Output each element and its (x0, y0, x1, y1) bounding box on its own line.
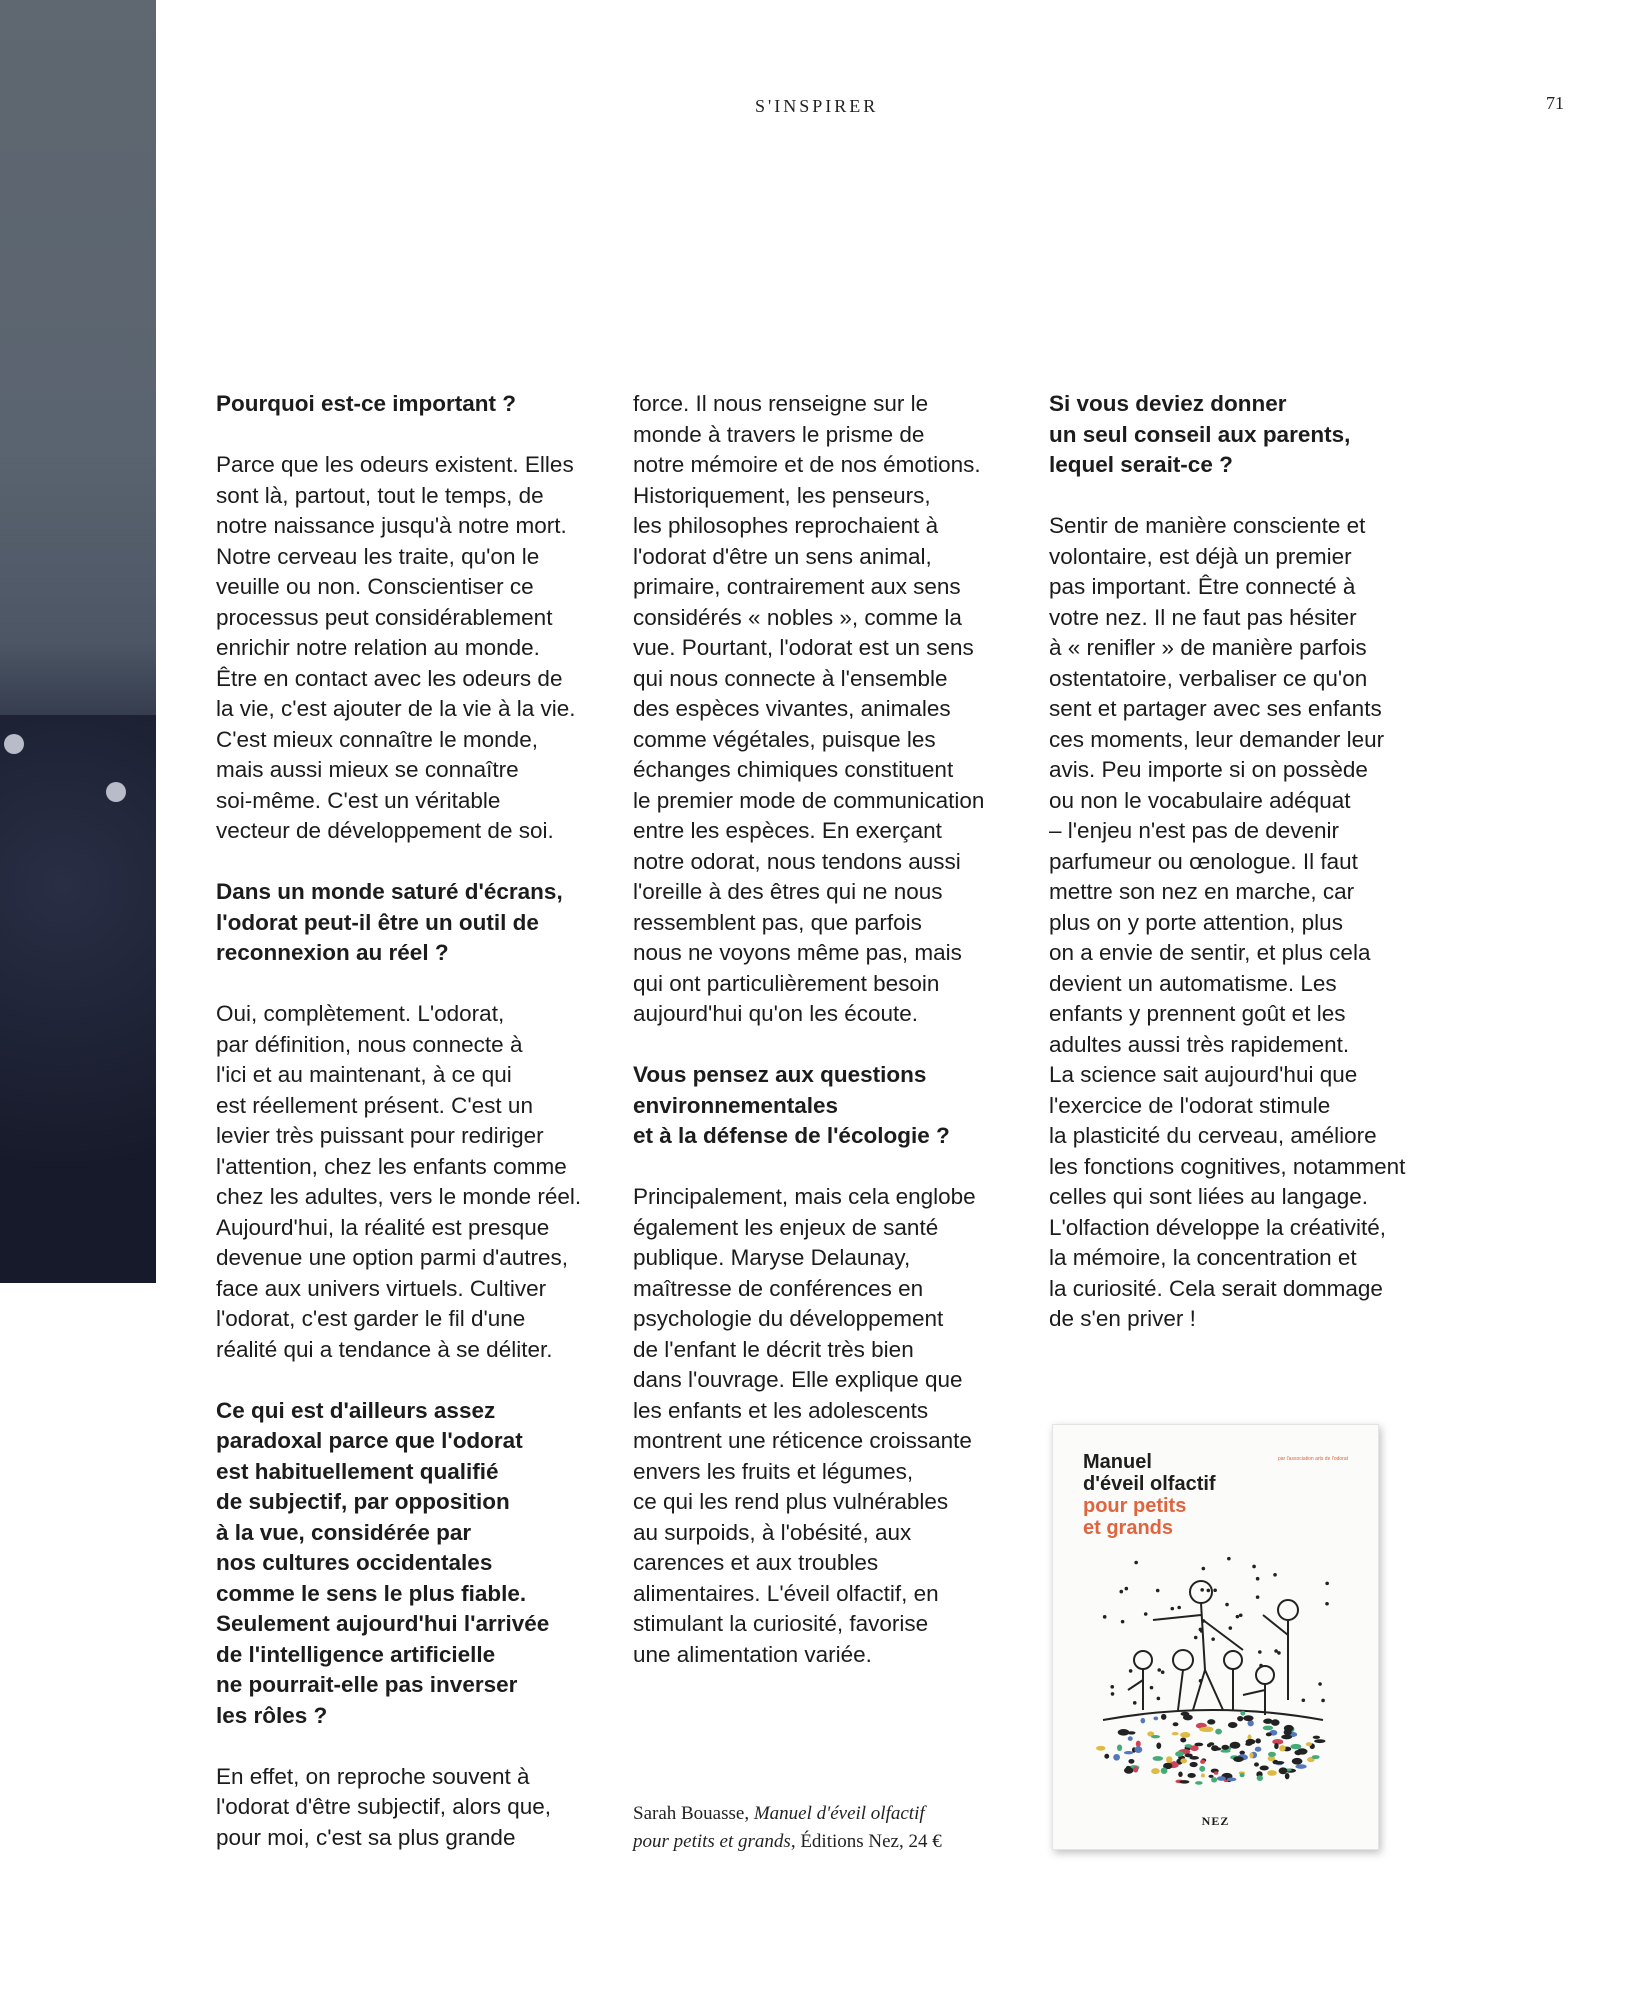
text-line: carences et aux troubles (633, 1550, 879, 1575)
illustration-dot (1228, 1626, 1232, 1630)
text-line: paradoxal parce que l'odorat (216, 1428, 523, 1453)
paragraph-gap (216, 1365, 636, 1396)
paragraph-gap (633, 1152, 1053, 1183)
text-line: montrent une réticence croissante (633, 1428, 972, 1453)
illustration-dot (1274, 1649, 1278, 1653)
illustration-object (1104, 1754, 1109, 1759)
text-line: Sentir de manière consciente et (1049, 513, 1366, 538)
text-line: psychologie du développement (633, 1306, 944, 1331)
text-line: pas important. Être connecté à (1049, 574, 1356, 599)
text-line: enrichir notre relation au monde. (216, 635, 540, 660)
text-line: une alimentation variée. (633, 1641, 872, 1667)
illustration-object (1140, 1718, 1145, 1724)
text-line: celles qui sont liées au langage. (1049, 1184, 1368, 1209)
illustration-object (1274, 1743, 1278, 1749)
text-line: face aux univers virtuels. Cultiver (216, 1275, 547, 1301)
illustration-object (1172, 1732, 1179, 1735)
illustration-object (1156, 1742, 1161, 1748)
text-line: des espèces vivantes, animales (633, 696, 951, 721)
illustration-dot (1157, 1697, 1161, 1701)
illustration-object (1180, 1758, 1187, 1763)
text-line: Seulement aujourd'hui l'arrivée (216, 1611, 550, 1636)
illustration-object (1274, 1761, 1284, 1764)
text-line: réalité qui a tendance à se déliter. (216, 1336, 553, 1362)
illustration-dot (1239, 1613, 1243, 1617)
illustration-dot (1177, 1606, 1181, 1610)
text-line: l'odorat peut-il être un outil de (216, 909, 539, 935)
text-line: maîtresse de conférences en (633, 1275, 924, 1301)
text-line: C'est mieux connaître le monde, (216, 726, 538, 752)
illustration-object (1134, 1746, 1142, 1753)
illustration-object (1153, 1716, 1158, 1720)
illustration-object (1266, 1732, 1272, 1736)
text-line: mettre son nez en marche, car (1049, 879, 1355, 904)
paragraph-gap (216, 969, 636, 1000)
illustration-object (1240, 1773, 1245, 1777)
illustration-object (1214, 1771, 1219, 1774)
paragraph-gap (1049, 481, 1469, 512)
text-line: primaire, contrairement aux sens (633, 574, 961, 599)
illustration-object (1211, 1777, 1217, 1782)
text-line: ostentatoire, verbaliser ce qu'on (1049, 665, 1368, 691)
illustration-dot (1119, 1590, 1123, 1594)
illustration-object (1243, 1715, 1253, 1721)
answer-paragraph (216, 999, 636, 1365)
text-line: la mémoire, la concentration et (1049, 1245, 1357, 1270)
illustration-object (1207, 1719, 1215, 1724)
illustration-object (1175, 1751, 1184, 1757)
illustration-object (1254, 1762, 1259, 1766)
text-line: publique. Maryse Delaunay, (633, 1245, 911, 1270)
portrait-photo-edge (0, 0, 156, 1283)
illustration-object (1161, 1768, 1168, 1774)
illustration-dot (1273, 1573, 1277, 1577)
illustration-object (1195, 1781, 1203, 1785)
paragraph-gap (216, 1731, 636, 1762)
text-line: dans l'ouvrage. Elle explique que (633, 1367, 963, 1392)
text-line: de l'enfant le décrit très bien (633, 1336, 914, 1362)
illustration-object (1267, 1770, 1277, 1776)
text-line: considérés « nobles », comme la (633, 604, 962, 630)
text-line: est habituellement qualifié (216, 1458, 499, 1484)
text-line: l'odorat, c'est garder le fil d'une (216, 1306, 526, 1331)
answer-paragraph (633, 389, 1053, 1030)
book-title-line: Manuel (1083, 1451, 1152, 1473)
text-line: de l'intelligence artificielle (216, 1641, 496, 1667)
text-line: force. Il nous renseigne sur le (633, 391, 929, 416)
text-line: et à la défense de l'écologie ? (633, 1123, 950, 1148)
text-line: levier très puissant pour rediriger (216, 1123, 544, 1148)
book-cover-title (1083, 1451, 1216, 1539)
text-line: parfumeur ou œnologue. Il faut (1049, 848, 1358, 874)
text-line: Pourquoi est-ce important ? (216, 391, 517, 416)
illustration-object (1153, 1756, 1164, 1761)
text-line: Être en contact avec les odeurs de (216, 665, 563, 691)
text-line: les fonctions cognitives, notamment (1049, 1153, 1406, 1179)
illustration-object (1128, 1759, 1134, 1764)
illustration-object (1113, 1754, 1120, 1761)
illustration-object (1136, 1741, 1141, 1748)
text-line: la plasticité du cerveau, améliore (1049, 1123, 1377, 1148)
illustration-object (1227, 1777, 1237, 1781)
question-heading (633, 1060, 1053, 1152)
text-line: plus on y porte attention, plus (1049, 909, 1343, 935)
text-line: chez les adultes, vers le monde réel. (216, 1184, 582, 1209)
paragraph-gap (633, 1030, 1053, 1061)
illustration-object (1306, 1742, 1312, 1746)
illustration-object (1215, 1729, 1222, 1735)
text-line: Historiquement, les penseurs, (633, 482, 931, 508)
illustration-dot (1258, 1650, 1262, 1654)
illustration-object (1240, 1711, 1245, 1716)
illustration-dot (1318, 1682, 1322, 1686)
text-line: nous ne voyons même pas, mais (633, 940, 962, 965)
text-line: Si vous deviez donner (1049, 391, 1287, 416)
illustration-object (1124, 1751, 1133, 1754)
text-line: Parce que les odeurs existent. Elles (216, 452, 574, 477)
illustration-dot (1194, 1636, 1198, 1640)
illustration-object (1183, 1715, 1193, 1721)
sweater (0, 715, 156, 1283)
illustration-object (1180, 1738, 1186, 1743)
text-line: enfants y prennent goût et les (1049, 1001, 1346, 1026)
text-line: Oui, complètement. L'odorat, (216, 1001, 505, 1026)
illustration-object (1178, 1772, 1183, 1778)
text-line: sont là, partout, tout le temps, de (216, 482, 544, 508)
caption-title: Manuel d'éveil olfactif (753, 1803, 925, 1824)
text-line: sent et partager avec ses enfants (1049, 696, 1382, 721)
illustration-dot (1256, 1577, 1260, 1581)
illustration-object (1279, 1745, 1286, 1751)
text-line: pour moi, c'est sa plus grande (216, 1824, 516, 1850)
text-line: volontaire, est déjà un premier (1049, 543, 1352, 569)
text-line: est réellement présent. C'est un (216, 1092, 533, 1118)
question-heading (216, 1396, 636, 1732)
question-heading (216, 877, 636, 969)
page-number: 71 (1546, 93, 1564, 113)
illustration-dot (1129, 1669, 1133, 1673)
text-line: à la vue, considérée par (216, 1519, 472, 1545)
text-line: En effet, on reproche souvent à (216, 1763, 530, 1789)
illustration-dot (1256, 1595, 1260, 1599)
text-line: comme végétales, puisque les (633, 726, 936, 752)
book-illustration (1083, 1550, 1348, 1790)
text-line: Dans un monde saturé d'écrans, (216, 879, 563, 904)
illustration-object (1237, 1716, 1243, 1721)
text-line: l'odorat d'être un sens animal, (633, 543, 932, 569)
text-line: La science sait aujourd'hui que (1049, 1062, 1358, 1087)
illustration-dot (1134, 1561, 1138, 1565)
text-line: ou non le vocabulaire adéquat (1049, 787, 1351, 813)
illustration-dot (1321, 1699, 1325, 1703)
book-cover (1052, 1424, 1379, 1850)
illustration-object (1285, 1773, 1290, 1779)
illustration-dot (1227, 1557, 1231, 1561)
illustration-object (1190, 1745, 1199, 1751)
text-line: votre nez. Il ne faut pas hésiter (1049, 604, 1357, 630)
illustration-dot (1325, 1582, 1329, 1586)
illustration-object (1190, 1762, 1198, 1767)
caption-publisher-price: , Éditions Nez, 24 € (790, 1831, 942, 1852)
answer-paragraph (633, 1182, 1053, 1670)
illustration-object (1201, 1773, 1205, 1777)
text-line: Vous pensez aux questions (633, 1062, 927, 1087)
illustration-object (1255, 1747, 1262, 1752)
illustration-object (1179, 1780, 1189, 1783)
illustration-dot (1200, 1588, 1204, 1592)
text-line: Ce qui est d'ailleurs assez (216, 1397, 496, 1423)
illustration-object (1268, 1752, 1276, 1757)
illustration-object (1292, 1758, 1303, 1765)
illustration-object (1284, 1725, 1294, 1732)
illustration-object (1180, 1732, 1190, 1738)
text-line: ce qui les rend plus vulnérables (633, 1489, 949, 1514)
text-line: Aujourd'hui, la réalité est presque (216, 1214, 550, 1240)
text-line: le premier mode de communication (633, 787, 985, 813)
illustration-object (1124, 1767, 1134, 1773)
text-line: aujourd'hui qu'on les écoute. (633, 1001, 919, 1026)
illustration-dot (1103, 1615, 1107, 1619)
text-line: Notre cerveau les traite, qu'on le (216, 543, 540, 569)
illustration-dot (1157, 1668, 1161, 1672)
illustration-object (1133, 1766, 1138, 1772)
illustration-object (1313, 1736, 1320, 1739)
text-line: ne pourrait-elle pas inverser (216, 1672, 518, 1697)
illustration-object (1117, 1744, 1122, 1751)
book-title-line: d'éveil olfactif (1083, 1473, 1216, 1495)
illustration-dot (1325, 1602, 1329, 1606)
illustration-object (1199, 1766, 1205, 1772)
text-line: comme le sens le plus fiable. (216, 1580, 527, 1606)
question-heading (1049, 389, 1469, 481)
text-line: mais aussi mieux se connaître (216, 757, 519, 782)
text-line: par définition, nous connecte à (216, 1031, 523, 1057)
text-line: adultes aussi très rapidement. (1049, 1031, 1350, 1057)
illustration-object (1257, 1775, 1263, 1781)
illustration-dot (1236, 1615, 1240, 1619)
text-line: l'oreille à des êtres qui ne nous (633, 879, 943, 904)
text-line: devenue une option parmi d'autres, (216, 1245, 569, 1270)
book-subtitle-line: pour petits (1083, 1495, 1187, 1517)
text-line: environnementales (633, 1092, 839, 1118)
text-line: Principalement, mais cela englobe (633, 1184, 976, 1209)
paragraph-gap (216, 847, 636, 878)
text-line: stimulant la curiosité, favorise (633, 1611, 929, 1636)
text-line: ressemblent pas, que parfois (633, 909, 922, 935)
illustration-object (1118, 1729, 1130, 1736)
text-line: veuille ou non. Conscientiser ce (216, 574, 534, 599)
illustration-dot (1161, 1670, 1165, 1674)
illustration-object (1246, 1739, 1256, 1745)
text-line: échanges chimiques constituent (633, 757, 954, 782)
text-line: vue. Pourtant, l'odorat est un sens (633, 635, 974, 660)
illustration-object (1314, 1739, 1325, 1743)
text-line: au surpoids, à l'obésité, aux (633, 1519, 912, 1545)
illustration-object (1263, 1719, 1272, 1724)
illustration-object (1151, 1735, 1160, 1738)
text-line: la curiosité. Cela serait dommage (1049, 1275, 1383, 1301)
illustration-object (1220, 1750, 1230, 1753)
text-line: entre les espèces. En exerçant (633, 818, 942, 843)
illustration-object (1228, 1722, 1238, 1728)
illustration-dot (1202, 1567, 1206, 1571)
text-line: envers les fruits et légumes, (633, 1458, 914, 1484)
illustration-object (1194, 1743, 1203, 1747)
text-line: les rôles ? (216, 1702, 328, 1728)
text-line: un seul conseil aux parents, (1049, 421, 1351, 447)
illustration-object (1173, 1722, 1179, 1726)
text-column-3 (1049, 389, 1469, 1335)
illustration-object (1161, 1714, 1166, 1720)
text-line: – l'enjeu n'est pas de devenir (1049, 818, 1340, 843)
illustration-object (1263, 1726, 1273, 1731)
illustration-object (1200, 1760, 1205, 1764)
text-line: on a envie de sentir, et plus cela (1049, 940, 1371, 965)
illustration-object (1239, 1751, 1244, 1755)
illustration-dot (1302, 1698, 1306, 1702)
answer-paragraph (216, 1762, 636, 1854)
text-line: l'odorat d'être subjectif, alors que, (216, 1794, 552, 1819)
answer-paragraph (1049, 511, 1469, 1335)
book-caption (633, 1800, 942, 1856)
text-line: qui nous connecte à l'ensemble (633, 665, 948, 691)
text-line: L'olfaction développe la créativité, (1049, 1214, 1387, 1240)
illustration-object (1290, 1744, 1301, 1749)
answer-paragraph (216, 450, 636, 847)
illustration-dot (1170, 1607, 1174, 1611)
text-line: notre mémoire et de nos émotions. (633, 452, 981, 477)
text-line: la vie, c'est ajouter de la vie à la vie. (216, 696, 576, 721)
illustration-dot (1213, 1588, 1217, 1592)
illustration-object (1312, 1755, 1320, 1759)
illustration-dot (1252, 1565, 1256, 1569)
illustration-object (1233, 1756, 1244, 1762)
illustration-dot (1121, 1620, 1125, 1624)
text-column-2 (633, 389, 1053, 1670)
illustration-dot (1156, 1589, 1160, 1593)
illustration-dot (1133, 1701, 1137, 1705)
illustration-dot (1110, 1685, 1114, 1689)
illustration-object (1128, 1736, 1133, 1741)
illustration-dot (1207, 1589, 1211, 1593)
illustration-dot (1125, 1587, 1129, 1591)
text-line: processus peut considérablement (216, 604, 553, 630)
text-line: à « renifler » de manière parfois (1049, 635, 1367, 660)
illustration-object (1217, 1776, 1226, 1781)
illustration-object (1222, 1745, 1229, 1750)
illustration-object (1208, 1775, 1213, 1778)
text-line: les philosophes reprochaient à (633, 513, 939, 538)
text-line: qui ont particulièrement besoin (633, 970, 940, 996)
text-line: nos cultures occidentales (216, 1550, 493, 1575)
illustration-object (1199, 1727, 1211, 1732)
illustration-dot (1211, 1637, 1215, 1641)
illustration-dot (1144, 1612, 1148, 1616)
text-line: de s'en priver ! (1049, 1306, 1196, 1331)
illustration-dot (1150, 1686, 1154, 1690)
text-line: avis. Peu importe si on possède (1049, 757, 1368, 782)
book-publisher-logo: NEZ (1201, 1814, 1230, 1828)
text-line: alimentaires. L'éveil olfactif, en (633, 1580, 939, 1606)
text-line: de subjectif, par opposition (216, 1489, 510, 1514)
text-line: l'exercice de l'odorat stimule (1049, 1092, 1331, 1118)
text-line: monde à travers le prisme de (633, 421, 925, 447)
caption-author: Sarah Bouasse, (633, 1803, 750, 1824)
text-line: reconnexion au réel ? (216, 940, 449, 965)
illustration-object (1249, 1752, 1253, 1758)
text-line: l'ici et au maintenant, à ce qui (216, 1062, 512, 1087)
illustration-object (1295, 1764, 1306, 1769)
illustration-object (1279, 1767, 1288, 1774)
illustration-object (1211, 1745, 1219, 1751)
illustration-object (1187, 1773, 1195, 1778)
illustration-object (1166, 1756, 1172, 1763)
illustration-object (1255, 1738, 1260, 1743)
running-head: S'INSPIRER (755, 96, 879, 116)
illustration-object (1096, 1746, 1105, 1751)
book-subtitle-line: et grands (1083, 1517, 1174, 1539)
illustration-dot (1225, 1603, 1229, 1607)
illustration-object (1294, 1750, 1302, 1755)
text-line: également les enjeux de santé (633, 1214, 939, 1240)
text-line: vecteur de développement de soi. (216, 818, 554, 843)
illustration-object (1230, 1742, 1241, 1749)
text-line: lequel serait-ce ? (1049, 452, 1233, 477)
caption-title: pour petits et grands (633, 1831, 791, 1852)
text-line: ces moments, leur demander leur (1049, 726, 1385, 752)
illustration-object (1151, 1768, 1160, 1774)
illustration-object (1189, 1756, 1198, 1760)
question-heading (216, 389, 636, 420)
text-line: les enfants et les adolescents (633, 1397, 929, 1423)
text-column-1 (216, 389, 636, 1853)
paragraph-gap (216, 420, 636, 451)
sweater-button (4, 734, 24, 754)
text-line: notre odorat, nous tendons aussi (633, 848, 961, 874)
text-line: notre naissance jusqu'à notre mort. (216, 513, 567, 538)
illustration-object (1260, 1765, 1269, 1770)
text-line: l'attention, chez les enfants comme (216, 1153, 567, 1179)
illustration-dot (1111, 1692, 1115, 1696)
sweater-button (106, 782, 126, 802)
text-line: soi-même. C'est un véritable (216, 787, 501, 813)
illustration-object (1207, 1744, 1211, 1748)
book-author-small: par l'association arts de l'odorat (1278, 1456, 1349, 1462)
text-line: devient un automatisme. Les (1049, 970, 1337, 996)
